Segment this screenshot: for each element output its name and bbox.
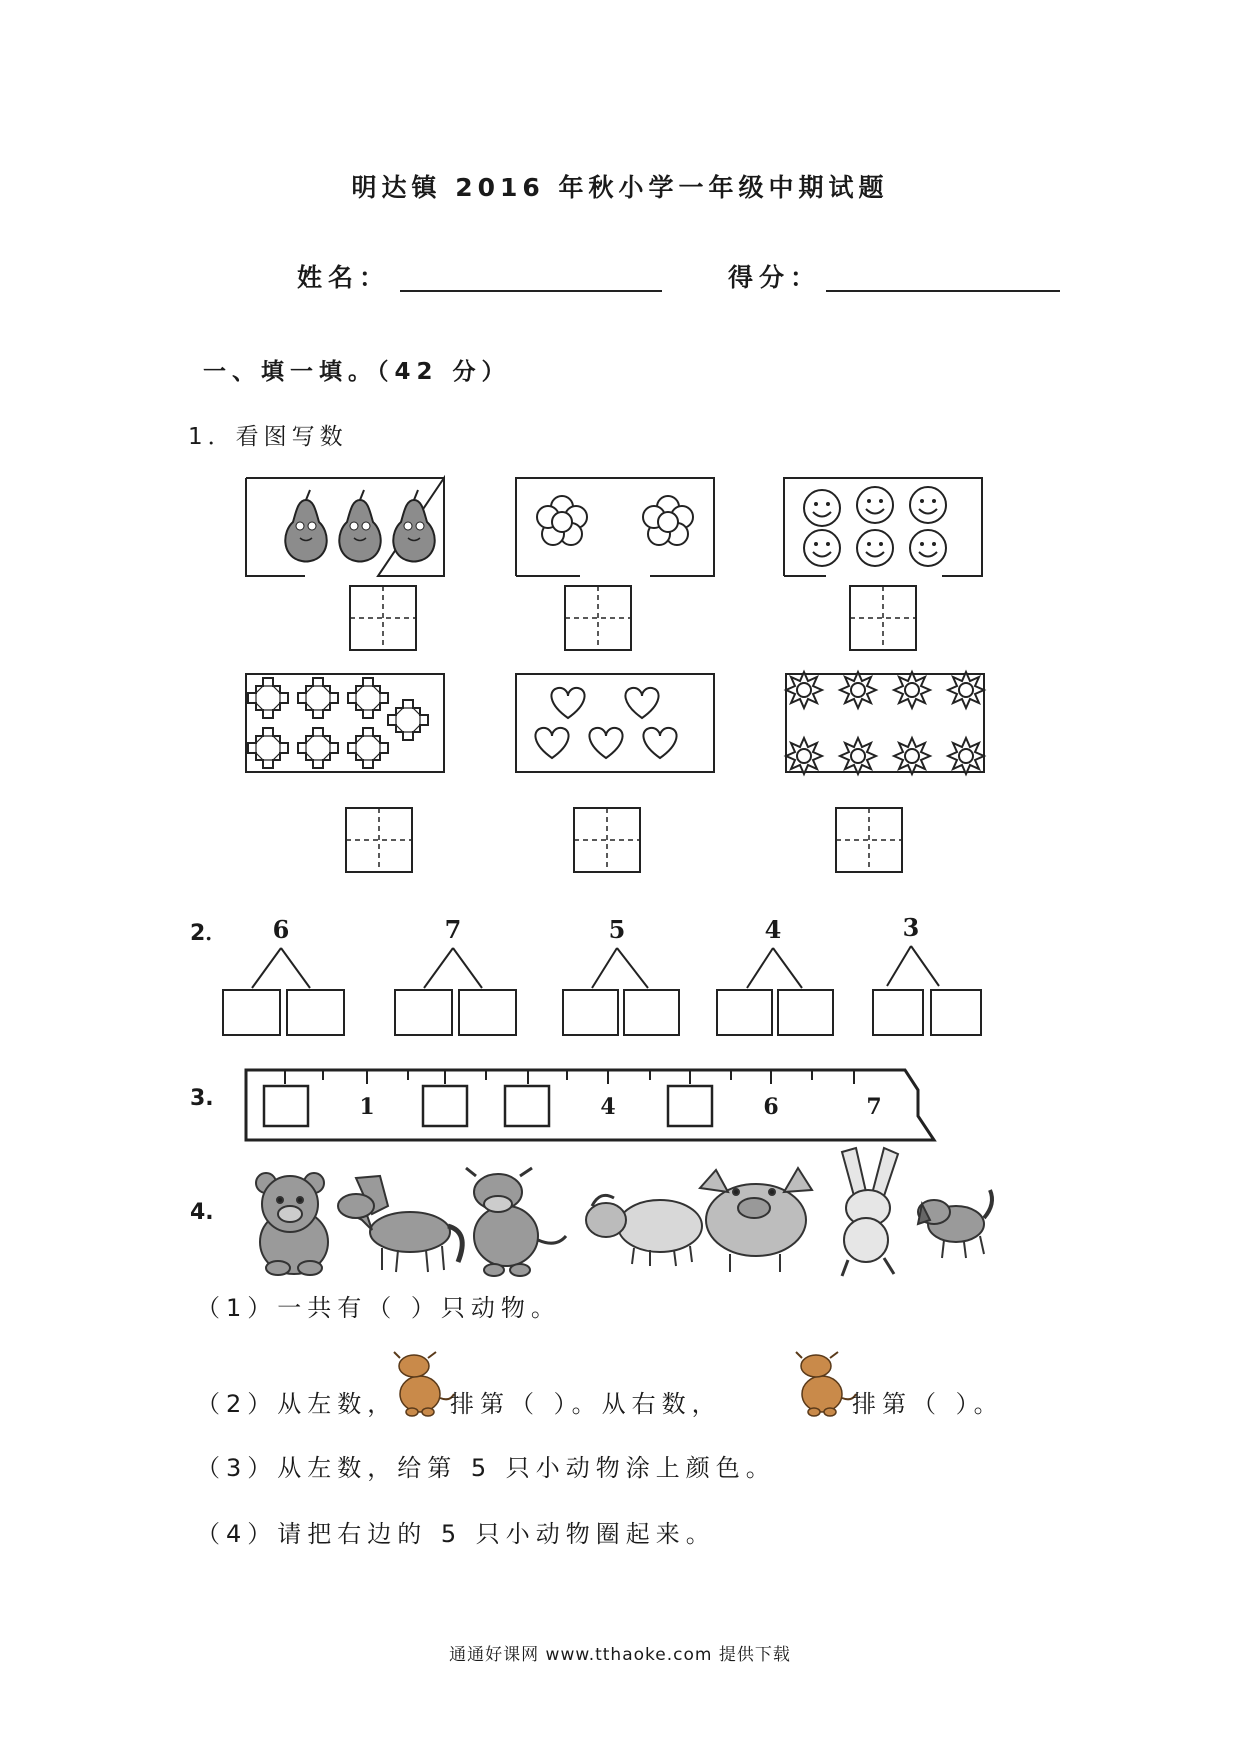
q2-number: 5 [608, 915, 626, 944]
q2-number: 3 [902, 913, 920, 942]
sub-question-3: （3）从左数，给第 5 只小动物涂上颜色。 [196, 1454, 776, 1482]
q2-number: 4 [764, 915, 782, 944]
footer-credit: 通通好课网 www.tthaoke.com 提供下载 [449, 1645, 791, 1665]
question-3-label: 3. [190, 1086, 214, 1111]
sub-question-2-part1: （2）从左数， [196, 1390, 398, 1418]
q2-number: 7 [444, 915, 462, 944]
sub-question-4: （4）请把右边的 5 只小动物圈起来。 [196, 1520, 716, 1548]
sub-question-2-part2: 排第（ ）。从右数， [450, 1390, 722, 1418]
question-1-heading: 1．看图写数 [188, 424, 348, 450]
section-heading: 一、填一填。（42 分） [203, 359, 511, 385]
ruler-number: 6 [763, 1094, 779, 1120]
question-2-label: 2． [190, 921, 228, 946]
question-4-label: 4. [190, 1200, 214, 1225]
q2-number: 6 [272, 915, 290, 944]
ruler-number: 4 [600, 1094, 616, 1120]
sub-question-1: （1）一共有（ ）只动物。 [196, 1294, 561, 1322]
ruler-number: 7 [866, 1094, 882, 1120]
sub-question-2-part3: 排第（ ）。 [852, 1390, 1004, 1418]
name-label: 姓名： [297, 263, 391, 292]
ruler-number: 1 [359, 1094, 375, 1120]
score-label: 得分： [728, 263, 822, 292]
page-title: 明达镇 2016 年秋小学一年级中期试题 [351, 173, 889, 202]
